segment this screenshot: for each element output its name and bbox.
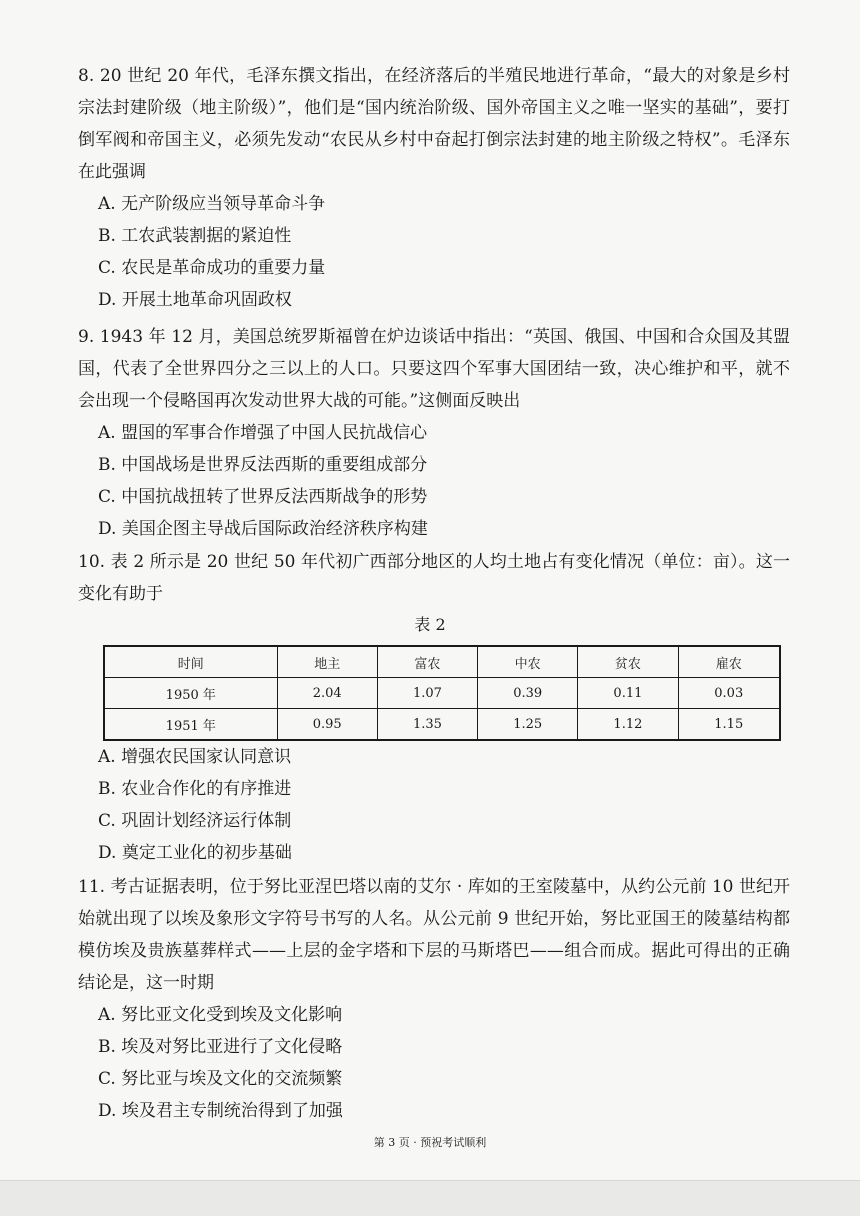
table-row: [104, 678, 780, 709]
table-cell: 1951 年: [104, 709, 277, 741]
question-11: [78, 871, 790, 1127]
table-header-cell: 地主: [277, 646, 377, 678]
bottom-strip: [0, 1180, 860, 1216]
option-d: D. 美国企图主导战后国际政治经济秩序构建: [98, 519, 428, 539]
table-cell: 1950 年: [104, 678, 277, 709]
option-d: D. 埃及君主专制统治得到了加强: [98, 1101, 343, 1121]
option-c: C. 农民是革命成功的重要力量: [98, 258, 326, 278]
table-cell: 0.11: [578, 678, 678, 709]
table-header-row: [104, 646, 780, 678]
table-header-cell: 贫农: [578, 646, 678, 678]
table-cell: 0.95: [277, 709, 377, 741]
land-table: [103, 645, 781, 741]
option-c: C. 努比亚与埃及文化的交流频繁: [98, 1069, 343, 1089]
question-stem: 11. 考古证据表明，位于努比亚涅巴塔以南的艾尔 · 库如的王室陵墓中，从约公元前 10 世纪开始就出现了以埃及象形文字符号书写的人名。从公元前 9 世纪开始，努比亚国王的陵墓结构都模仿埃及贵族墓葬样式——上层的金字塔和下层的马斯塔巴——组合而成。据此可得出的正确结论是，这一时期: [78, 877, 790, 993]
option-c: C. 中国抗战扭转了世界反法西斯战争的形势: [98, 487, 428, 507]
table-cell: 1.12: [578, 709, 678, 741]
table-header-cell: 富农: [377, 646, 477, 678]
table-cell: 1.15: [678, 709, 780, 741]
table-header-cell: 中农: [478, 646, 578, 678]
option-d: D. 开展土地革命巩固政权: [98, 290, 292, 310]
table-cell: 0.03: [678, 678, 780, 709]
table-row: [104, 709, 780, 741]
question-stem: 8. 20 世纪 20 年代，毛泽东撰文指出，在经济落后的半殖民地进行革命，“最大的对象是乡村宗法封建阶级（地主阶级）”，他们是“国内统治阶级、国外帝国主义之唯一坚实的基础”，要打倒军阀和帝国主义，必须先发动“农民从乡村中奋起打倒宗法封建的地主阶级之特权”。毛泽东在此强调: [78, 66, 790, 182]
table-cell: 0.39: [478, 678, 578, 709]
question-8: [78, 60, 790, 316]
option-a: A. 盟国的军事合作增强了中国人民抗战信心: [98, 423, 428, 443]
table-cell: 2.04: [277, 678, 377, 709]
option-b: B. 工农武装割据的紧迫性: [98, 226, 292, 246]
option-c: C. 巩固计划经济运行体制: [98, 811, 292, 831]
question-stem: 9. 1943 年 12 月，美国总统罗斯福曾在炉边谈话中指出：“英国、俄国、中国和合众国及其盟国，代表了全世界四分之三以上的人口。只要这四个军事大国团结一致，决心维护和平，就不会出现一个侵略国再次发动世界大战的可能。”这侧面反映出: [78, 327, 790, 411]
option-a: A. 努比亚文化受到埃及文化影响: [98, 1005, 343, 1025]
table-cell: 1.25: [478, 709, 578, 741]
question-9: [78, 321, 790, 545]
table-cell: 1.35: [377, 709, 477, 741]
table-cell: 1.07: [377, 678, 477, 709]
table-caption: 表 2: [414, 615, 446, 634]
table-header-cell: 雇农: [678, 646, 780, 678]
option-d: D. 奠定工业化的初步基础: [98, 843, 292, 863]
option-b: B. 农业合作化的有序推进: [98, 779, 292, 799]
option-b: B. 中国战场是世界反法西斯的重要组成部分: [98, 455, 428, 475]
table-header-cell: 时间: [104, 646, 277, 678]
option-a: A. 增强农民国家认同意识: [98, 747, 292, 767]
option-a: A. 无产阶级应当领导革命斗争: [98, 194, 326, 214]
question-10: [78, 546, 790, 610]
page-footer: 第 3 页 · 预祝考试顺利: [373, 1136, 487, 1149]
option-b: B. 埃及对努比亚进行了文化侵略: [98, 1037, 343, 1057]
question-stem: 10. 表 2 所示是 20 世纪 50 年代初广西部分地区的人均土地占有变化情况（单位：亩）。这一变化有助于: [78, 552, 790, 604]
question-10-options: [78, 741, 790, 869]
